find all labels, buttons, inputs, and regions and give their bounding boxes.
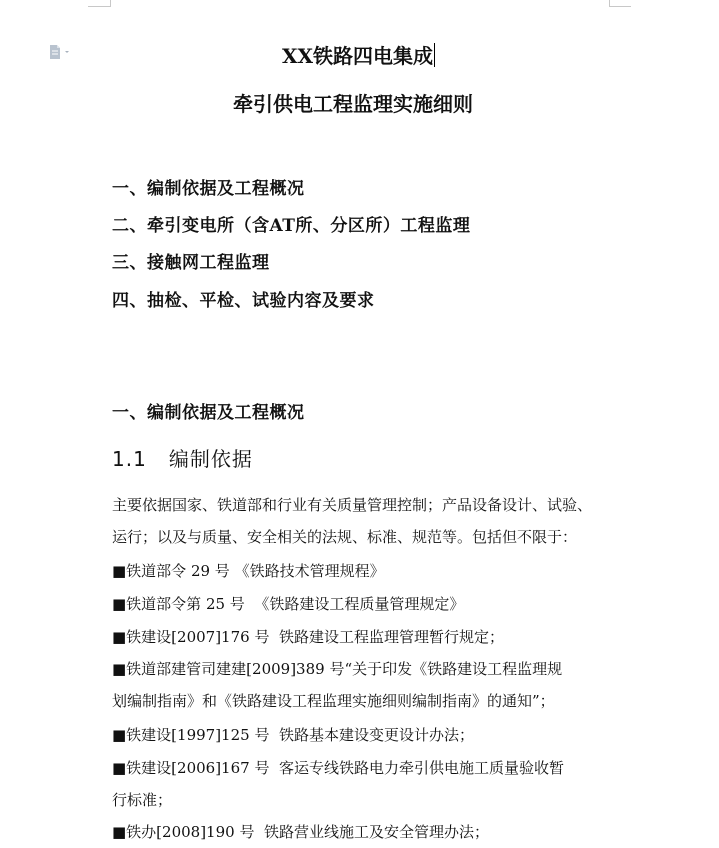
crop-mark-top-left-v xyxy=(110,0,111,7)
crop-mark-top-left-h xyxy=(88,6,110,7)
toc-item-3[interactable]: 三、接触网工程监理 xyxy=(112,253,270,273)
list-item: ■铁办[2008]190 号 铁路营业线施工及安全管理办法； xyxy=(112,823,489,841)
list-item: ■铁道部令 29 号 《铁路技术管理规程》 xyxy=(112,562,385,580)
toc-item-1[interactable]: 一、编制依据及工程概况 xyxy=(112,179,305,199)
toc-item-2[interactable]: 二、牵引变电所（含AT所、分区所）工程监理 xyxy=(112,216,471,236)
document-title-line2: 牵引供电工程监理实施细则 xyxy=(233,92,473,116)
list-item-continuation: 划编制指南》和《铁路建设工程监理实施细则编制指南》的通知”； xyxy=(112,692,555,710)
subsection-heading-1-1: 1.1 编制依据 xyxy=(112,447,253,471)
list-item: ■铁建设[2007]176 号 铁路建设工程监理管理暂行规定； xyxy=(112,628,504,646)
document-title-line1 xyxy=(282,40,435,69)
text-cursor xyxy=(434,43,435,67)
list-item: ■铁道部建管司建建[2009]389 号“关于印发《铁路建设工程监理规 xyxy=(112,660,563,678)
section-heading-1: 一、编制依据及工程概况 xyxy=(112,403,305,423)
title-text: XX铁路四电集成 xyxy=(282,44,434,68)
list-item: ■铁道部令第 25 号 《铁路建设工程质量管理规定》 xyxy=(112,595,465,613)
crop-mark-top-right-h xyxy=(609,6,631,7)
list-item: ■铁建设[2006]167 号 客运专线铁路电力牵引供电施工质量验收暂 xyxy=(112,759,564,777)
toc-item-4[interactable]: 四、抽检、平检、试验内容及要求 xyxy=(112,291,375,311)
paragraph-line-1: 主要依据国家、铁道部和行业有关质量管理控制；产品设备设计、试验、 xyxy=(112,496,593,514)
list-item: ■铁建设[1997]125 号 铁路基本建设变更设计办法； xyxy=(112,726,474,744)
paragraph-line-2: 运行；以及与质量、安全相关的法规、标准、规范等。包括但不限于： xyxy=(112,528,578,546)
document-icon[interactable] xyxy=(49,44,75,58)
list-item-continuation: 行标准； xyxy=(112,791,173,809)
crop-mark-top-right-v xyxy=(609,0,610,7)
